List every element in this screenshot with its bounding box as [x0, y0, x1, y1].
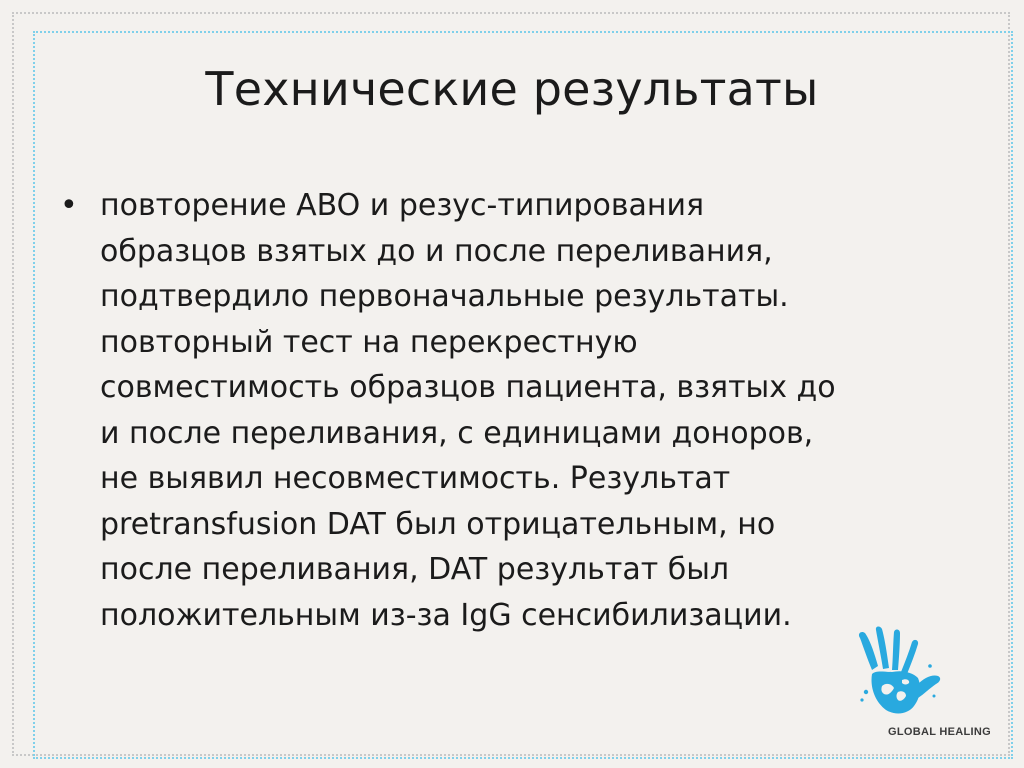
bullet-line: положительным из-за IgG сенсибилизации.	[100, 597, 792, 633]
global-healing-logo	[852, 626, 1012, 746]
bullet-line: повторный тест на перекрестную	[100, 324, 638, 360]
bullet-line: повторение ABO и резус-типирования	[100, 188, 705, 223]
bullet-marker: •	[60, 188, 78, 223]
bullet-line: совместимость образцов пациента, взятых до	[100, 370, 836, 405]
bullet-item	[60, 183, 960, 638]
bullet-line: и после переливания, с единицами доноров,	[100, 415, 814, 451]
bullet-line: подтвердило первоначальные результаты.	[100, 279, 789, 314]
slide-title: Технические результаты	[205, 62, 819, 116]
hand-print-icon	[852, 626, 942, 721]
bullet-line: после переливания, DAT результат был	[100, 552, 730, 587]
bullet-line: образцов взятых до и после переливания,	[100, 233, 773, 269]
logo-text: GLOBAL HEALING	[888, 726, 991, 738]
bullet-list	[60, 183, 960, 638]
bullet-line: pretransfusion DAT был отрицательным, но	[100, 506, 776, 542]
bullet-line: не выявил несовместимость. Результат	[100, 461, 731, 496]
bullet-text	[100, 183, 950, 638]
